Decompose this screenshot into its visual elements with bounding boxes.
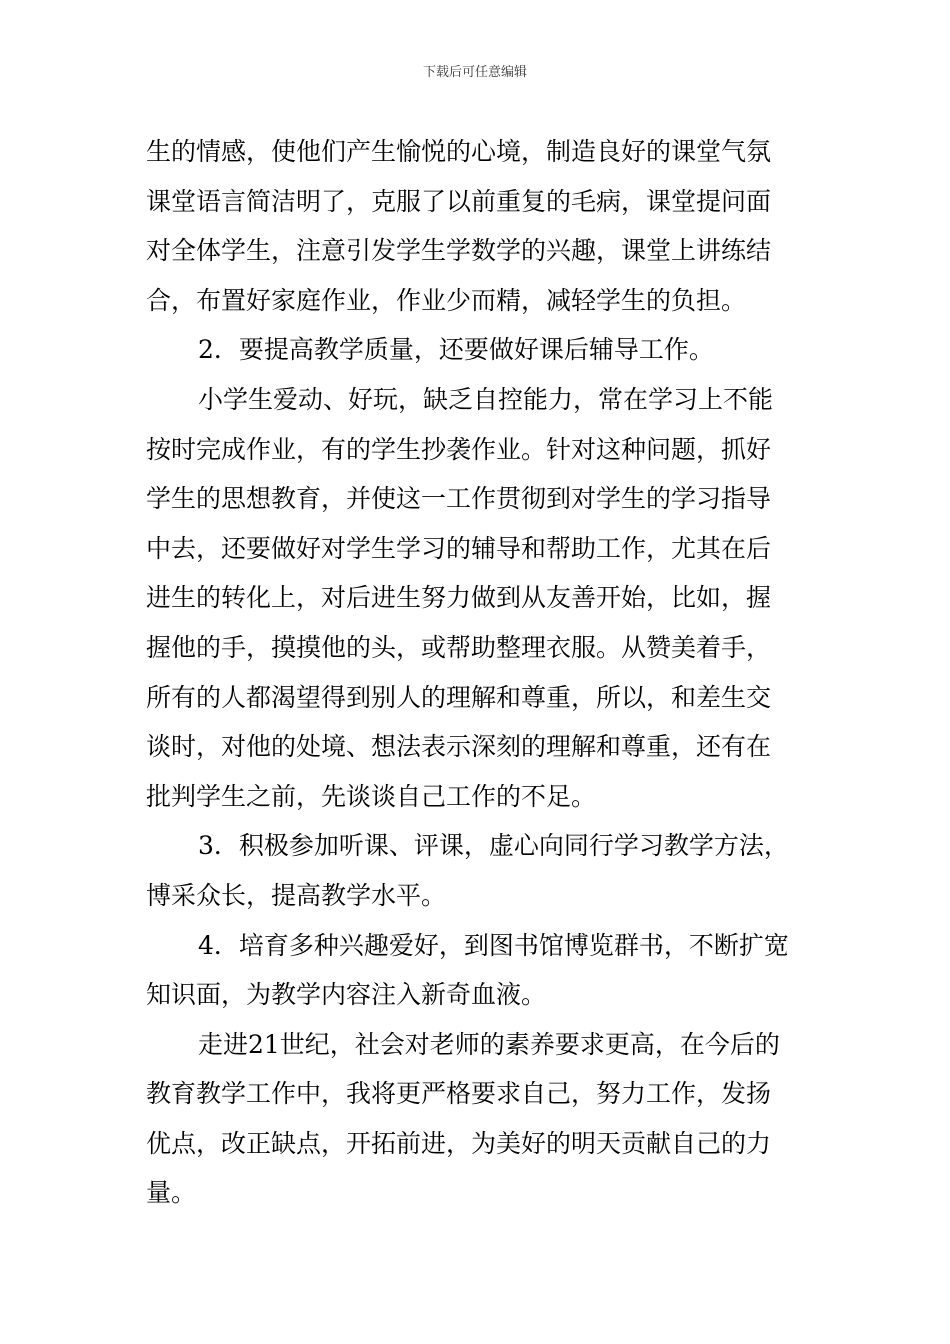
text-line: 学生的思想教育，并使这一工作贯彻到对学生的学习指导 — [146, 484, 772, 514]
text-line: 中去，还要做好对学生学习的辅导和帮助工作，尤其在后 — [146, 533, 772, 563]
paragraph-start: 走进21世纪，社会对老师的素养要求更高，在今后的 — [198, 1029, 780, 1059]
text-line: 谈时，对他的处境、想法表示深刻的理解和尊重，还有在 — [146, 732, 772, 762]
text-line: 批判学生之前，先谈谈自己工作的不足。 — [146, 781, 597, 811]
paragraph-start: 小学生爱动、好玩，缺乏自控能力，常在学习上不能 — [198, 384, 774, 414]
list-item-4: 4．培育多种兴趣爱好，到图书馆博览群书，不断扩宽 — [198, 930, 789, 960]
list-item-2: 2．要提高教学质量，还要做好课后辅导工作。 — [198, 335, 714, 365]
text-line: 课堂语言简洁明了，克服了以前重复的毛病，课堂提问面 — [146, 186, 772, 216]
text-line: 握他的手，摸摸他的头，或帮助整理衣服。从赞美着手， — [146, 632, 772, 662]
document-body — [146, 127, 816, 1218]
text-line: 教育教学工作中，我将更严格要求自己，努力工作，发扬 — [146, 1079, 772, 1109]
text-line: 量。 — [146, 1178, 197, 1208]
text-line: 生的情感，使他们产生愉悦的心境，制造良好的课堂气氛 — [146, 137, 772, 166]
text-line: 合，布置好家庭作业，作业少而精，减轻学生的负担。 — [146, 285, 747, 315]
text-line: 对全体学生，注意引发学生学数学的兴趣，课堂上讲练结 — [146, 236, 772, 266]
text-line: 按时完成作业，有的学生抄袭作业。针对这种问题，抓好 — [146, 434, 772, 464]
page-header: 下载后可任意编辑 — [422, 65, 527, 80]
text-line: 所有的人都渴望得到别人的理解和尊重，所以，和差生交 — [146, 682, 772, 712]
text-line: 进生的转化上，对后进生努力做到从友善开始，比如，握 — [146, 583, 772, 613]
text-line: 博采众长，提高教学水平。 — [146, 880, 447, 910]
text-line: 优点，改正缺点，开拓前进，为美好的明天贡献自己的力 — [146, 1128, 772, 1158]
list-item-3: 3．积极参加听课、评课，虚心向同行学习教学方法， — [198, 831, 789, 861]
text-line: 知识面，为教学内容注入新奇血液。 — [146, 980, 547, 1010]
